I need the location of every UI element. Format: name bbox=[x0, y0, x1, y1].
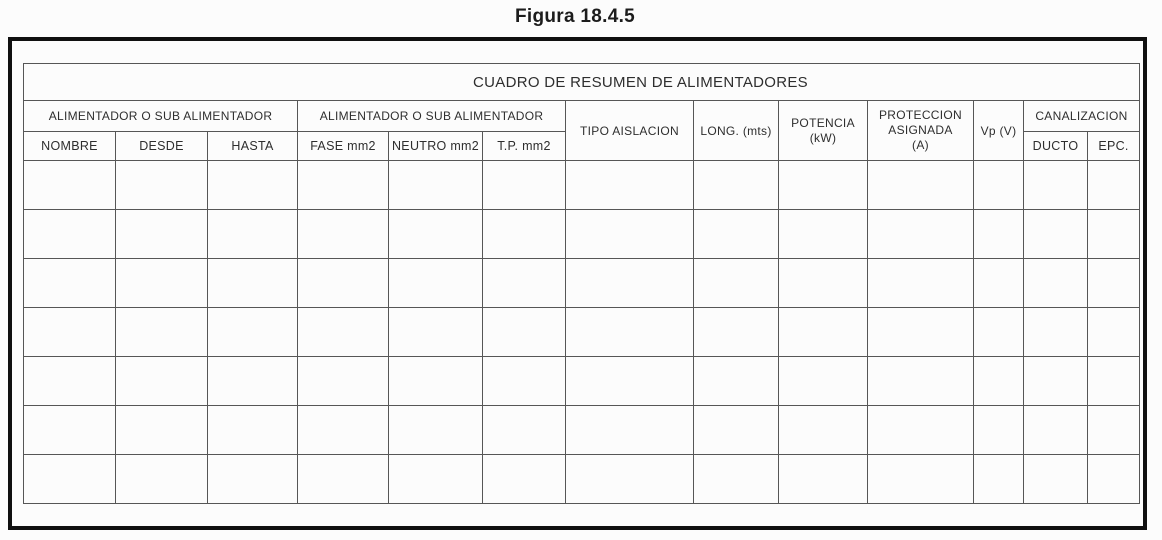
table-row bbox=[24, 455, 1140, 504]
empty-cell bbox=[1024, 259, 1088, 308]
empty-cell bbox=[1024, 210, 1088, 259]
empty-cell bbox=[694, 406, 779, 455]
empty-cell bbox=[779, 259, 868, 308]
empty-cell bbox=[779, 455, 868, 504]
empty-cell bbox=[974, 259, 1024, 308]
empty-cell bbox=[1088, 308, 1140, 357]
empty-cell bbox=[483, 308, 566, 357]
empty-cell bbox=[974, 406, 1024, 455]
empty-cell bbox=[566, 259, 694, 308]
table-row bbox=[24, 406, 1140, 455]
empty-cell bbox=[566, 308, 694, 357]
empty-cell bbox=[694, 308, 779, 357]
empty-cell bbox=[1088, 259, 1140, 308]
table-row bbox=[24, 161, 1140, 210]
empty-cell bbox=[566, 455, 694, 504]
table-row bbox=[24, 357, 1140, 406]
col-header-neutro: NEUTRO mm2 bbox=[389, 132, 483, 161]
empty-cell bbox=[389, 455, 483, 504]
empty-cell bbox=[298, 455, 389, 504]
table-title-row bbox=[24, 64, 1140, 101]
table-row bbox=[24, 259, 1140, 308]
empty-cell bbox=[208, 455, 298, 504]
empty-cell bbox=[1088, 455, 1140, 504]
col-header-proteccion-line2: ASIGNADA bbox=[888, 123, 953, 137]
empty-cell bbox=[868, 161, 974, 210]
empty-cell bbox=[24, 455, 116, 504]
col-header-ducto: DUCTO bbox=[1024, 132, 1088, 161]
empty-cell bbox=[974, 357, 1024, 406]
empty-cell bbox=[779, 308, 868, 357]
empty-cell bbox=[566, 406, 694, 455]
empty-cell bbox=[24, 161, 116, 210]
figure-caption: Figura 18.4.5 bbox=[514, 6, 636, 27]
empty-cell bbox=[208, 308, 298, 357]
empty-cell bbox=[779, 161, 868, 210]
feeder-summary-table bbox=[23, 63, 1140, 504]
empty-cell bbox=[868, 357, 974, 406]
empty-cell bbox=[208, 357, 298, 406]
group-header-canalizacion: CANALIZACION bbox=[1024, 101, 1140, 132]
col-header-proteccion-line1: PROTECCION bbox=[878, 108, 962, 122]
empty-cell bbox=[298, 210, 389, 259]
table-body bbox=[24, 161, 1140, 504]
empty-cell bbox=[566, 210, 694, 259]
empty-cell bbox=[298, 259, 389, 308]
empty-cell bbox=[298, 161, 389, 210]
empty-cell bbox=[974, 455, 1024, 504]
empty-cell bbox=[298, 357, 389, 406]
empty-cell bbox=[116, 357, 208, 406]
empty-cell bbox=[24, 259, 116, 308]
col-header-potencia bbox=[779, 101, 868, 161]
empty-cell bbox=[208, 210, 298, 259]
col-header-desde: DESDE bbox=[116, 132, 208, 161]
empty-cell bbox=[389, 406, 483, 455]
empty-cell bbox=[208, 406, 298, 455]
col-header-tipo-aislacion: TIPO AISLACION bbox=[566, 101, 694, 161]
table-row bbox=[24, 308, 1140, 357]
table-header bbox=[24, 64, 1140, 161]
empty-cell bbox=[1024, 455, 1088, 504]
empty-cell bbox=[868, 455, 974, 504]
table-title: CUADRO DE RESUMEN DE ALIMENTADORES bbox=[24, 64, 1140, 101]
empty-cell bbox=[694, 455, 779, 504]
empty-cell bbox=[483, 259, 566, 308]
empty-cell bbox=[1024, 357, 1088, 406]
empty-cell bbox=[483, 406, 566, 455]
empty-cell bbox=[116, 161, 208, 210]
empty-cell bbox=[868, 406, 974, 455]
col-header-nombre: NOMBRE bbox=[24, 132, 116, 161]
empty-cell bbox=[694, 161, 779, 210]
empty-cell bbox=[298, 308, 389, 357]
group-header-alimentador-conductors: ALIMENTADOR O SUB ALIMENTADOR bbox=[298, 101, 566, 132]
empty-cell bbox=[694, 210, 779, 259]
col-header-proteccion-asignada bbox=[868, 101, 974, 161]
empty-cell bbox=[1088, 357, 1140, 406]
empty-cell bbox=[566, 357, 694, 406]
group-header-alimentador-origin: ALIMENTADOR O SUB ALIMENTADOR bbox=[24, 101, 298, 132]
col-header-epc: EPC. bbox=[1088, 132, 1140, 161]
empty-cell bbox=[389, 161, 483, 210]
empty-cell bbox=[208, 259, 298, 308]
empty-cell bbox=[483, 210, 566, 259]
empty-cell bbox=[116, 210, 208, 259]
empty-cell bbox=[974, 308, 1024, 357]
col-header-potencia-line2: (kW) bbox=[809, 130, 837, 145]
empty-cell bbox=[389, 259, 483, 308]
empty-cell bbox=[694, 259, 779, 308]
empty-cell bbox=[483, 357, 566, 406]
empty-cell bbox=[694, 357, 779, 406]
col-header-vp: Vp (V) bbox=[974, 101, 1024, 161]
empty-cell bbox=[483, 455, 566, 504]
col-header-longitud: LONG. (mts) bbox=[694, 101, 779, 161]
empty-cell bbox=[389, 210, 483, 259]
empty-cell bbox=[24, 406, 116, 455]
empty-cell bbox=[1088, 406, 1140, 455]
group-header-row bbox=[24, 101, 1140, 132]
empty-cell bbox=[1024, 308, 1088, 357]
empty-cell bbox=[116, 455, 208, 504]
col-header-potencia-line1: POTENCIA bbox=[791, 115, 855, 130]
empty-cell bbox=[1088, 161, 1140, 210]
empty-cell bbox=[116, 406, 208, 455]
empty-cell bbox=[779, 357, 868, 406]
empty-cell bbox=[974, 161, 1024, 210]
empty-cell bbox=[1088, 210, 1140, 259]
empty-cell bbox=[24, 357, 116, 406]
empty-cell bbox=[389, 357, 483, 406]
empty-cell bbox=[389, 308, 483, 357]
empty-cell bbox=[208, 161, 298, 210]
table-row bbox=[24, 210, 1140, 259]
empty-cell bbox=[483, 161, 566, 210]
empty-cell bbox=[974, 210, 1024, 259]
empty-cell bbox=[1024, 161, 1088, 210]
empty-cell bbox=[566, 161, 694, 210]
col-header-hasta: HASTA bbox=[208, 132, 298, 161]
col-header-fase: FASE mm2 bbox=[298, 132, 389, 161]
empty-cell bbox=[868, 210, 974, 259]
empty-cell bbox=[1024, 406, 1088, 455]
col-header-proteccion-line3: (A) bbox=[912, 138, 929, 152]
empty-cell bbox=[779, 210, 868, 259]
empty-cell bbox=[24, 308, 116, 357]
empty-cell bbox=[116, 259, 208, 308]
empty-cell bbox=[298, 406, 389, 455]
col-header-tp: T.P. mm2 bbox=[483, 132, 566, 161]
empty-cell bbox=[116, 308, 208, 357]
empty-cell bbox=[779, 406, 868, 455]
empty-cell bbox=[868, 308, 974, 357]
empty-cell bbox=[868, 259, 974, 308]
empty-cell bbox=[24, 210, 116, 259]
